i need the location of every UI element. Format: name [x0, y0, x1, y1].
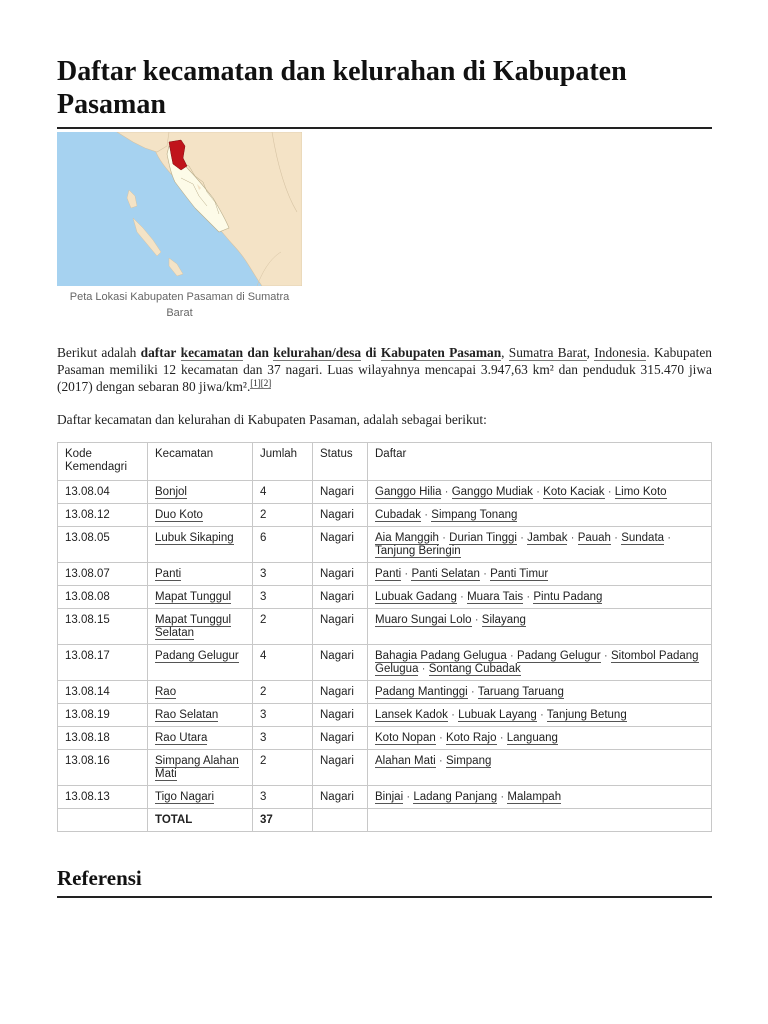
nagari-link[interactable]: Malampah — [507, 791, 562, 803]
link-kabupaten-pasaman[interactable]: Kabupaten Pasaman — [380, 345, 502, 360]
nagari-link[interactable]: Lubuak Gadang — [375, 591, 457, 603]
nagari-link[interactable]: Simpang Tonang — [431, 509, 518, 521]
kode-cell: 13.08.12 — [58, 504, 148, 527]
daftar-cell — [368, 750, 712, 786]
nagari-link[interactable]: Aia Manggih — [375, 532, 439, 544]
nagari-link[interactable]: Ganggo Hilia — [375, 486, 442, 498]
daftar-cell — [368, 527, 712, 563]
table-header-row — [58, 443, 712, 481]
separator-dot: · — [567, 532, 578, 544]
status-cell: Nagari — [313, 727, 368, 750]
intro-bold: dan — [247, 345, 269, 360]
separator-dot: · — [441, 486, 452, 498]
nagari-link[interactable]: Koto Rajo — [445, 732, 497, 744]
nagari-link[interactable]: Muaro Sungai Lolo — [375, 614, 472, 626]
kecamatan-link[interactable]: Rao Utara — [155, 732, 208, 744]
kecamatan-cell — [148, 750, 253, 786]
status-cell: Nagari — [313, 645, 368, 681]
total-label: TOTAL — [148, 809, 253, 832]
separator-dot: · — [447, 709, 459, 721]
kode-cell: 13.08.13 — [58, 786, 148, 809]
kecamatan-link[interactable]: Tigo Nagari — [155, 791, 215, 803]
nagari-link[interactable]: Simpang — [445, 755, 492, 767]
link-kelurahan-desa[interactable]: kelurahan/desa — [273, 345, 362, 360]
total-empty-cell — [313, 809, 368, 832]
status-cell: Nagari — [313, 563, 368, 586]
status-cell: Nagari — [313, 609, 368, 645]
kode-cell: 13.08.17 — [58, 645, 148, 681]
kecamatan-cell — [148, 609, 253, 645]
nagari-link[interactable]: Panti Selatan — [411, 568, 480, 580]
kecamatan-link[interactable]: Mapat Tunggul Selatan — [155, 614, 232, 639]
nagari-link[interactable]: Panti — [375, 568, 402, 580]
link-indonesia[interactable]: Indonesia — [594, 345, 647, 360]
link-sumatra-barat[interactable]: Sumatra Barat — [508, 345, 587, 360]
kecamatan-cell — [148, 527, 253, 563]
separator-dot: · — [456, 591, 468, 603]
separator-dot: · — [479, 568, 491, 580]
table-row — [58, 645, 712, 681]
nagari-link[interactable]: Tanjung Betung — [546, 709, 627, 721]
kecamatan-link[interactable]: Simpang Alahan Mati — [155, 755, 239, 780]
nagari-link[interactable]: Ganggo Mudiak — [451, 486, 533, 498]
kecamatan-link[interactable]: Lubuk Sikaping — [155, 532, 234, 544]
kecamatan-cell — [148, 586, 253, 609]
intro-text: . Kabupaten Pasaman memiliki 12 kecamatan dan 37 nagari. Luas wilayahnya mencapai 3.947,63 km² dan penduduk 315.470 jiwa (2017) dengan sebaran 80 jiwa/km². — [57, 345, 712, 394]
nagari-link[interactable]: Ladang Panjang — [413, 791, 498, 803]
kode-cell: 13.08.15 — [58, 609, 148, 645]
separator-dot: · — [496, 732, 507, 744]
nagari-link[interactable]: Taruang Taruang — [477, 686, 564, 698]
nagari-link[interactable]: Bahagia Padang Gelugua — [375, 650, 507, 662]
kecamatan-cell — [148, 563, 253, 586]
table-row — [58, 609, 712, 645]
status-cell: Nagari — [313, 750, 368, 786]
intro-bold: di — [365, 345, 377, 360]
jumlah-cell: 4 — [253, 481, 313, 504]
table-total-row — [58, 809, 712, 832]
table-row — [58, 586, 712, 609]
status-cell: Nagari — [313, 704, 368, 727]
total-value: 37 — [253, 809, 313, 832]
intro-paragraph — [57, 344, 712, 395]
status-cell: Nagari — [313, 681, 368, 704]
daftar-cell — [368, 727, 712, 750]
jumlah-cell: 3 — [253, 727, 313, 750]
separator-dot: · — [506, 650, 517, 662]
jumlah-cell: 3 — [253, 586, 313, 609]
table-row — [58, 681, 712, 704]
status-cell: Nagari — [313, 481, 368, 504]
jumlah-cell: 4 — [253, 645, 313, 681]
kecamatan-cell — [148, 704, 253, 727]
kecamatan-link[interactable]: Panti — [155, 568, 182, 580]
kode-cell: 13.08.05 — [58, 527, 148, 563]
nagari-link[interactable]: Lansek Kadok — [375, 709, 448, 721]
nagari-link[interactable]: Sundata — [621, 532, 665, 544]
daftar-cell — [368, 609, 712, 645]
kecamatan-link[interactable]: Mapat Tunggul — [155, 591, 232, 603]
status-cell: Nagari — [313, 527, 368, 563]
nagari-link[interactable]: Lubuak Layang — [458, 709, 537, 721]
table-row — [58, 563, 712, 586]
separator-dot: · — [421, 509, 432, 521]
kecamatan-link[interactable]: Duo Koto — [155, 509, 203, 521]
nagari-link[interactable]: Pauah — [577, 532, 611, 544]
map-figure — [57, 132, 302, 321]
table-body — [58, 481, 712, 809]
nagari-link[interactable]: Sontang Cubadak — [428, 663, 521, 675]
separator-dot: · — [435, 732, 446, 744]
daftar-cell — [368, 645, 712, 681]
separator-dot: · — [600, 650, 611, 662]
daftar-cell — [368, 786, 712, 809]
nagari-link[interactable]: Jambak — [527, 532, 568, 544]
separator-dot: · — [610, 532, 622, 544]
table-row — [58, 786, 712, 809]
kecamatan-cell — [148, 504, 253, 527]
nagari-link[interactable]: Silayang — [481, 614, 526, 626]
total-empty-cell — [368, 809, 712, 832]
separator-dot: · — [516, 532, 528, 544]
kecamatan-table — [57, 442, 712, 832]
nagari-link[interactable]: Tanjung Beringin — [375, 545, 461, 557]
intro-text: , — [586, 345, 595, 360]
jumlah-cell: 2 — [253, 504, 313, 527]
jumlah-cell: 2 — [253, 681, 313, 704]
jumlah-cell: 3 — [253, 563, 313, 586]
separator-dot: · — [523, 591, 534, 603]
nagari-link[interactable]: Languang — [506, 732, 558, 744]
separator-dot: · — [418, 663, 429, 675]
map-caption: Peta Lokasi Kabupaten Pasaman di Sumatra Barat — [69, 291, 290, 319]
kode-cell: 13.08.04 — [58, 481, 148, 504]
status-cell: Nagari — [313, 786, 368, 809]
table-row — [58, 504, 712, 527]
table-row — [58, 727, 712, 750]
status-cell: Nagari — [313, 586, 368, 609]
intro-text: , — [501, 345, 509, 360]
link-kecamatan[interactable]: kecamatan — [180, 345, 244, 360]
jumlah-cell: 6 — [253, 527, 313, 563]
separator-dot: · — [664, 532, 672, 544]
kecamatan-cell — [148, 681, 253, 704]
separator-dot: · — [497, 791, 508, 803]
reference-links[interactable]: [1][2] — [250, 377, 272, 388]
jumlah-cell: 2 — [253, 750, 313, 786]
separator-dot: · — [435, 755, 446, 767]
nagari-link[interactable]: Koto Kaciak — [543, 486, 605, 498]
nagari-link[interactable]: Pintu Padang — [533, 591, 603, 603]
nagari-link[interactable]: Limo Koto — [614, 486, 667, 498]
table-row — [58, 527, 712, 563]
list-intro-paragraph: Daftar kecamatan dan kelurahan di Kabupaten Pasaman, adalah sebagai berikut: — [57, 412, 487, 427]
kode-cell: 13.08.07 — [58, 563, 148, 586]
separator-dot: · — [401, 568, 412, 580]
jumlah-cell: 3 — [253, 704, 313, 727]
nagari-link[interactable]: Alahan Mati — [375, 755, 436, 767]
nagari-link[interactable]: Binjai — [375, 791, 404, 803]
daftar-cell — [368, 504, 712, 527]
kecamatan-link[interactable]: Padang Gelugur — [155, 650, 239, 662]
nagari-link[interactable]: Padang Mantinggi — [375, 686, 468, 698]
kecamatan-cell — [148, 786, 253, 809]
header-status: Status — [313, 443, 368, 481]
daftar-cell — [368, 586, 712, 609]
daftar-cell — [368, 563, 712, 586]
kode-cell: 13.08.08 — [58, 586, 148, 609]
status-cell: Nagari — [313, 504, 368, 527]
separator-dot: · — [604, 486, 615, 498]
table-row — [58, 750, 712, 786]
kode-cell: 13.08.19 — [58, 704, 148, 727]
separator-dot: · — [536, 709, 547, 721]
nagari-link[interactable]: Muara Tais — [467, 591, 524, 603]
daftar-cell — [368, 481, 712, 504]
separator-dot: · — [532, 486, 544, 498]
daftar-cell — [368, 681, 712, 704]
daftar-cell — [368, 704, 712, 727]
total-empty-cell — [58, 809, 148, 832]
intro-bold: daftar — [140, 345, 177, 360]
kecamatan-link[interactable]: Rao Selatan — [155, 709, 219, 721]
kode-cell: 13.08.14 — [58, 681, 148, 704]
jumlah-cell: 3 — [253, 786, 313, 809]
table-row — [58, 481, 712, 504]
header-kode: Kode Kemendagri — [58, 443, 148, 481]
header-daftar: Daftar — [368, 443, 712, 481]
kecamatan-link[interactable]: Bonjol — [155, 486, 187, 498]
nagari-link[interactable]: Sitombol Padang Gelugua — [375, 650, 699, 675]
kecamatan-cell — [148, 727, 253, 750]
kecamatan-link[interactable]: Rao — [155, 686, 177, 698]
nagari-link[interactable]: Durian Tinggi — [449, 532, 517, 544]
kode-cell: 13.08.18 — [58, 727, 148, 750]
nagari-link[interactable]: Panti Timur — [490, 568, 549, 580]
intro-text — [176, 345, 180, 360]
location-map[interactable] — [57, 132, 302, 286]
nagari-link[interactable]: Koto Nopan — [375, 732, 436, 744]
separator-dot: · — [467, 686, 478, 698]
header-kecamatan: Kecamatan — [148, 443, 253, 481]
separator-dot: · — [471, 614, 482, 626]
nagari-link[interactable]: Cubadak — [375, 509, 422, 521]
article — [57, 0, 712, 890]
section-heading-referensi: Referensi — [57, 866, 712, 898]
intro-text: Berikut adalah — [57, 345, 141, 360]
jumlah-cell: 2 — [253, 609, 313, 645]
kecamatan-cell — [148, 645, 253, 681]
page-title: Daftar kecamatan dan kelurahan di Kabupaten Pasaman — [57, 0, 712, 129]
header-jumlah: Jumlah — [253, 443, 313, 481]
separator-dot: · — [438, 532, 450, 544]
kecamatan-cell — [148, 481, 253, 504]
nagari-link[interactable]: Padang Gelugur — [516, 650, 601, 662]
kode-cell: 13.08.16 — [58, 750, 148, 786]
separator-dot: · — [403, 791, 414, 803]
table-row — [58, 704, 712, 727]
